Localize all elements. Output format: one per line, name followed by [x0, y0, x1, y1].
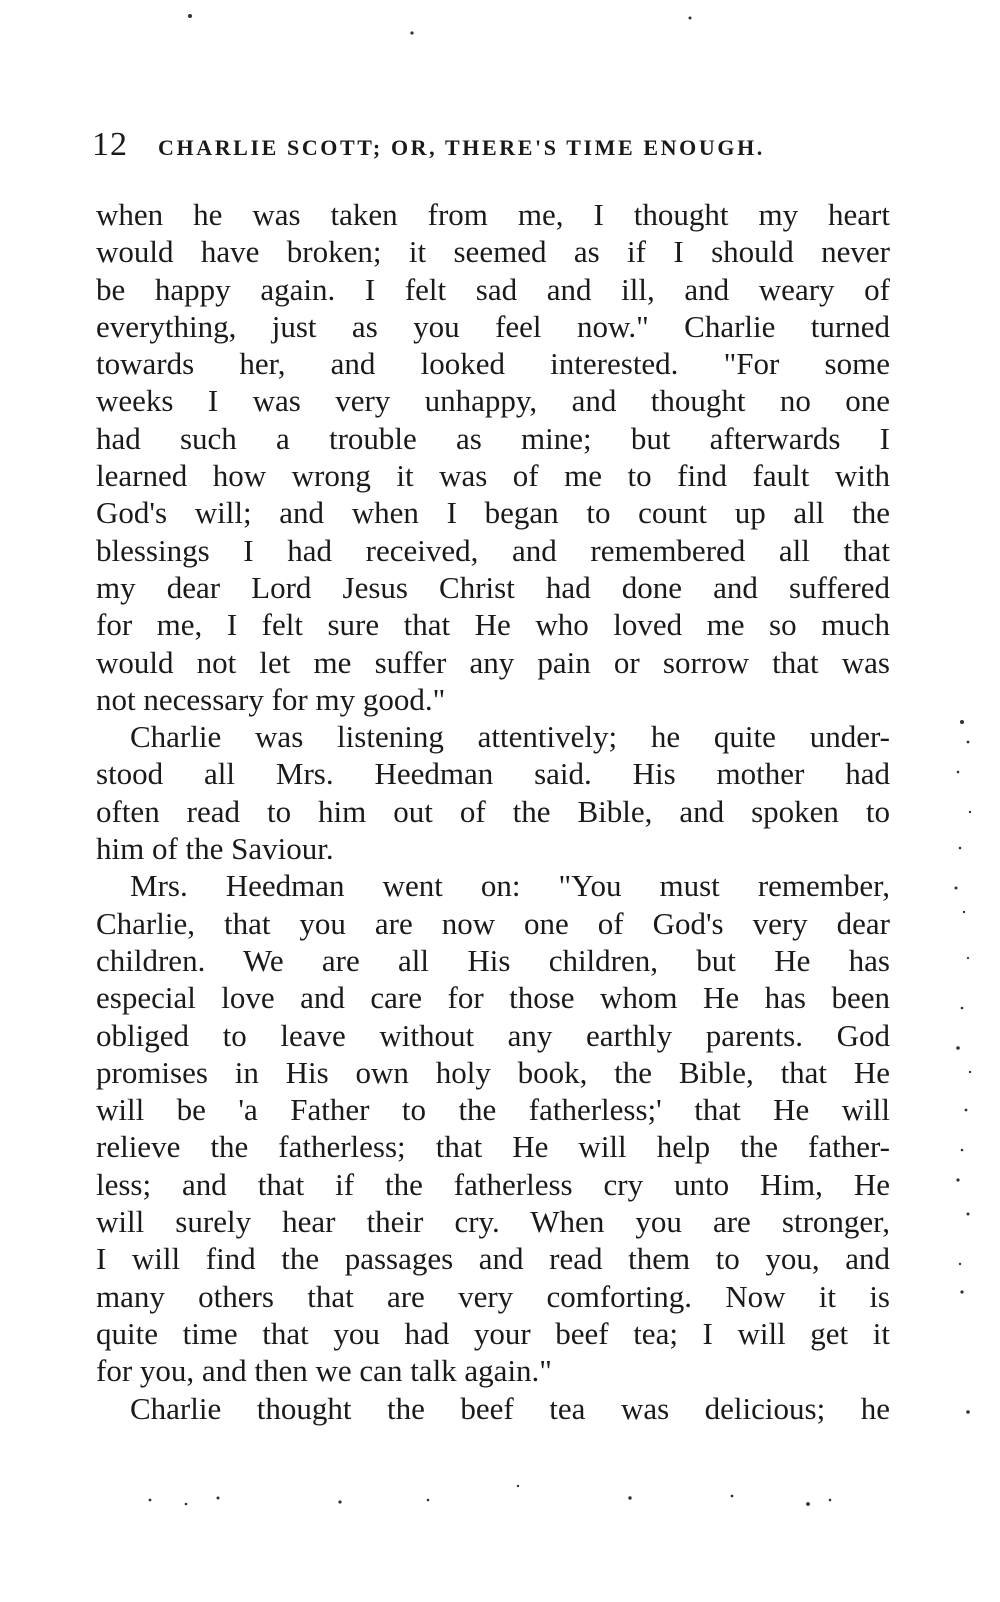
page-number: 12: [92, 126, 128, 163]
text-line: Charlie thought the beef tea was delicious; he: [130, 1390, 890, 1426]
text-line: children. We are all His children, but He has: [96, 942, 890, 978]
text-line: many others that are very comforting. Now it is: [96, 1278, 890, 1314]
text-line: for me, I felt sure that He who loved me so much: [96, 607, 890, 643]
text-line: would have broken; it seemed as if I should never: [96, 234, 890, 270]
text-line: less; and that if the fatherless cry unto Him, He: [96, 1166, 890, 1202]
page-header: [92, 126, 892, 166]
text-line: Charlie, that you are now one of God's very dear: [96, 905, 890, 941]
text-line: will surely hear their cry. When you are stronger,: [96, 1204, 890, 1240]
text-line: weeks I was very unhappy, and thought no one: [96, 383, 890, 419]
text-line: obliged to leave without any earthly parents. God: [96, 1017, 890, 1053]
text-line: quite time that you had your beef tea; I will get it: [96, 1315, 890, 1351]
text-line: had such a trouble as mine; but afterwards I: [96, 420, 890, 456]
text-line: Mrs. Heedman went on: "You must remember,: [130, 868, 890, 904]
text-line: often read to him out of the Bible, and spoken to: [96, 793, 890, 829]
text-line: blessings I had received, and remembered all that: [96, 532, 890, 568]
text-line: my dear Lord Jesus Christ had done and suffered: [96, 569, 890, 605]
text-line: not necessary for my good.": [96, 681, 446, 717]
text-line: Charlie was listening attentively; he quite under-: [130, 719, 890, 755]
text-line: will be 'a Father to the fatherless;' that He will: [96, 1092, 890, 1128]
text-line: especial love and care for those whom He has been: [96, 980, 890, 1016]
body-text: [96, 196, 890, 1427]
text-line: God's will; and when I began to count up all the: [96, 495, 890, 531]
text-line: promises in His own holy book, the Bible, that He: [96, 1054, 890, 1090]
text-line: stood all Mrs. Heedman said. His mother had: [96, 756, 890, 792]
text-line: for you, and then we can talk again.": [96, 1353, 552, 1389]
text-line: towards her, and looked interested. "For some: [96, 346, 890, 382]
text-line: learned how wrong it was of me to find fault with: [96, 458, 890, 494]
text-line: would not let me suffer any pain or sorrow that was: [96, 644, 890, 680]
text-line: when he was taken from me, I thought my heart: [96, 197, 890, 232]
running-title: CHARLIE SCOTT; OR, THERE'S TIME ENOUGH.: [158, 135, 765, 160]
text-line: him of the Saviour.: [96, 831, 334, 867]
text-line: everything, just as you feel now." Charlie turned: [96, 308, 890, 344]
text-line: relieve the fatherless; that He will help the father-: [96, 1129, 890, 1165]
text-line: be happy again. I felt sad and ill, and weary of: [96, 271, 890, 307]
text-line: I will find the passages and read them to you, and: [96, 1241, 890, 1277]
